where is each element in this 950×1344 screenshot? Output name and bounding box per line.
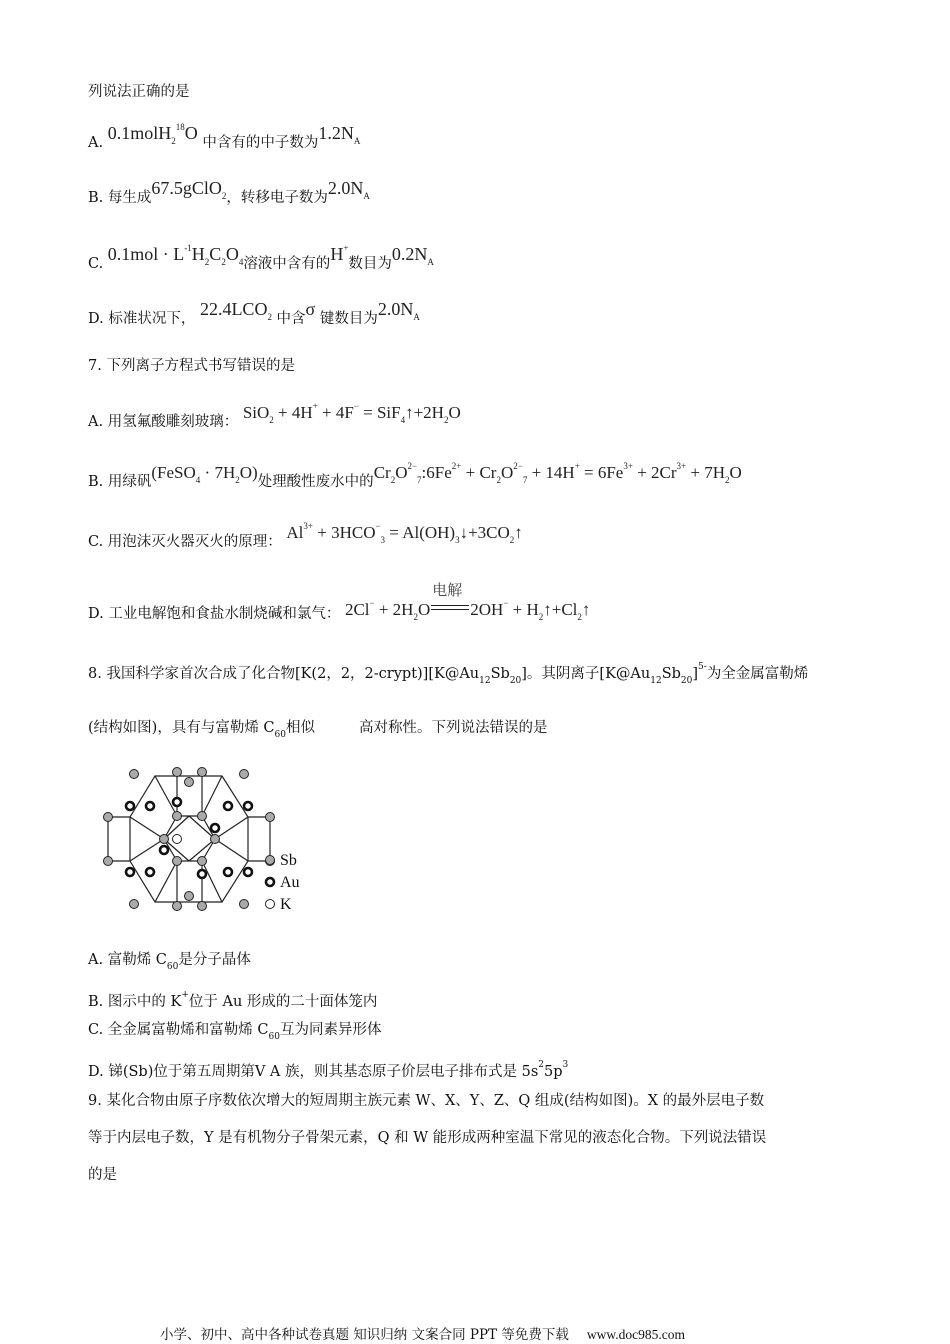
q6-option-b <box>88 178 370 214</box>
value: $2.0N_A$ <box>327 178 370 201</box>
value: $1.2N_A$ <box>318 123 361 146</box>
page-footer <box>160 1323 685 1343</box>
sb-atoms <box>104 768 275 911</box>
option-text: 中含有的中子数为 <box>202 135 319 151</box>
formula: 0.1molH$_2^{18}$O <box>107 122 198 146</box>
option-label: C. <box>88 256 104 272</box>
q9-stem-line3: 的是 <box>88 1167 117 1183</box>
formula: $0.1mol \cdot L^{-1}H_2C_2O_4$ <box>107 243 244 267</box>
sigma-symbol: σ <box>305 299 316 319</box>
q7-option-b <box>88 461 742 498</box>
legend-au-marker <box>266 878 274 886</box>
option-text: ，转移电子数为 <box>226 190 328 206</box>
legend-au-label: Au <box>280 874 300 891</box>
option-text: 处理酸性废水中的 <box>257 474 374 490</box>
q7-stem: 7. 下列离子方程式书写错误的是 <box>88 358 295 374</box>
option-label: B. 用绿矾 <box>88 474 152 490</box>
q8-stem-line1: 8. 我国科学家首次合成了化合物[K(2，2，$2-crypt)][K@Au_{12}Sb_{20}]$。其阴离子$[K@Au_{12}Sb_{20}]^{5-}$为全金属富勒烯 <box>88 662 809 686</box>
q7-option-d <box>88 581 591 630</box>
legend-sb-label: Sb <box>280 852 297 869</box>
q6-option-c <box>88 243 434 280</box>
ion: H+ <box>330 243 349 264</box>
q7-option-a <box>88 401 461 438</box>
option-text-2: 键数目为 <box>319 311 378 327</box>
green-vitriol-formula: (FeSO$_4$ · $7H_2O$) <box>151 463 258 485</box>
q8-option-b: B. 图示中的 K+位于 Au 形成的二十面体笼内 <box>88 990 378 1010</box>
q6-option-d <box>88 299 420 335</box>
footer-url[interactable]: www.doc985.com <box>586 1327 685 1342</box>
footer-text: 小学、初中、高中各种试卷真题 知识归纳 文案合同 PPT 等免费下载 <box>160 1327 569 1343</box>
cage-bonds <box>108 772 270 906</box>
q6-option-a <box>88 122 361 159</box>
option-label: C. 用泡沫灭火器灭火的原理： <box>88 534 282 550</box>
value: $0.2N_A$ <box>391 244 434 267</box>
q8-option-a: A. 富勒烯 $C_{60}$是分子晶体 <box>88 952 251 972</box>
equation: $2Cl^- + 2H_2O$ 电解 $2OH^- + H_2↑+Cl_2↑$ <box>344 581 591 622</box>
equation: $Cr_2O^{2-}_7:6Fe^{2+} + Cr_2O^{2-}_7 + 14H^+ = 6Fe^{3+} + 2Cr^{3+} + 7H_2O$ <box>373 461 742 485</box>
option-label: A. <box>88 135 104 151</box>
option-text: 溶液中含有的 <box>243 256 331 272</box>
formula: 67.5gClO$_2$ <box>151 178 227 201</box>
option-label: D. 工业电解饱和食盐水制烧碱和氯气： <box>88 606 341 622</box>
legend-k-label: K <box>280 896 292 913</box>
option-label: A. 用氢氟酸雕刻玻璃： <box>88 414 239 430</box>
equation: $SiO_2 + 4H^+ + 4F^- = SiF_4↑+2H_2O$ <box>242 401 461 425</box>
q6-stem-tail: 列说法正确的是 <box>88 84 190 100</box>
formula: $22.4LCO_2$ <box>199 299 272 322</box>
legend <box>266 852 300 913</box>
q7-option-c <box>88 521 523 558</box>
k-atom <box>173 835 182 844</box>
option-text-2: 数目为 <box>348 256 392 272</box>
q8-stem-line2: (结构如图)，具有与富勒烯 $C_{60}$相似 高对称性。下列说法错误的是 <box>88 720 548 740</box>
q9-stem-line1: 9. 某化合物由原子序数依次增大的短周期主族元素 W、X、Y、Z、Q 组成(结构如图)。X 的最外层电子数 <box>88 1093 765 1109</box>
q8-option-d: D. 锑(Sb)位于第五周期第Ⅴ A 族，则其基态原子价层电子排布式是 $5s^25p^3$ <box>88 1060 569 1080</box>
fullerene-structure-diagram <box>100 762 330 914</box>
electrolysis-condition: 电解 <box>430 600 470 620</box>
au-atoms <box>126 798 252 878</box>
value: $2.0N_A$ <box>377 299 420 322</box>
equation: $Al^{3+} + 3HCO^-_3$ = $Al(OH)_3↓+3CO_2↑$ <box>286 521 523 545</box>
option-text: 中含 <box>276 311 306 327</box>
q8-option-c: C. 全金属富勒烯和富勒烯 $C_{60}$互为同素异形体 <box>88 1022 382 1042</box>
option-label: B. 每生成 <box>88 190 152 206</box>
legend-k-marker <box>266 900 275 909</box>
option-label: D. 标准状况下， <box>88 311 196 327</box>
q9-stem-line2: 等于内层电子数，Y 是有机物分子骨架元素，Q 和 W 能形成两种室温下常见的液态化合物。下列说法错误 <box>88 1130 767 1146</box>
legend-sb-marker <box>266 856 275 865</box>
